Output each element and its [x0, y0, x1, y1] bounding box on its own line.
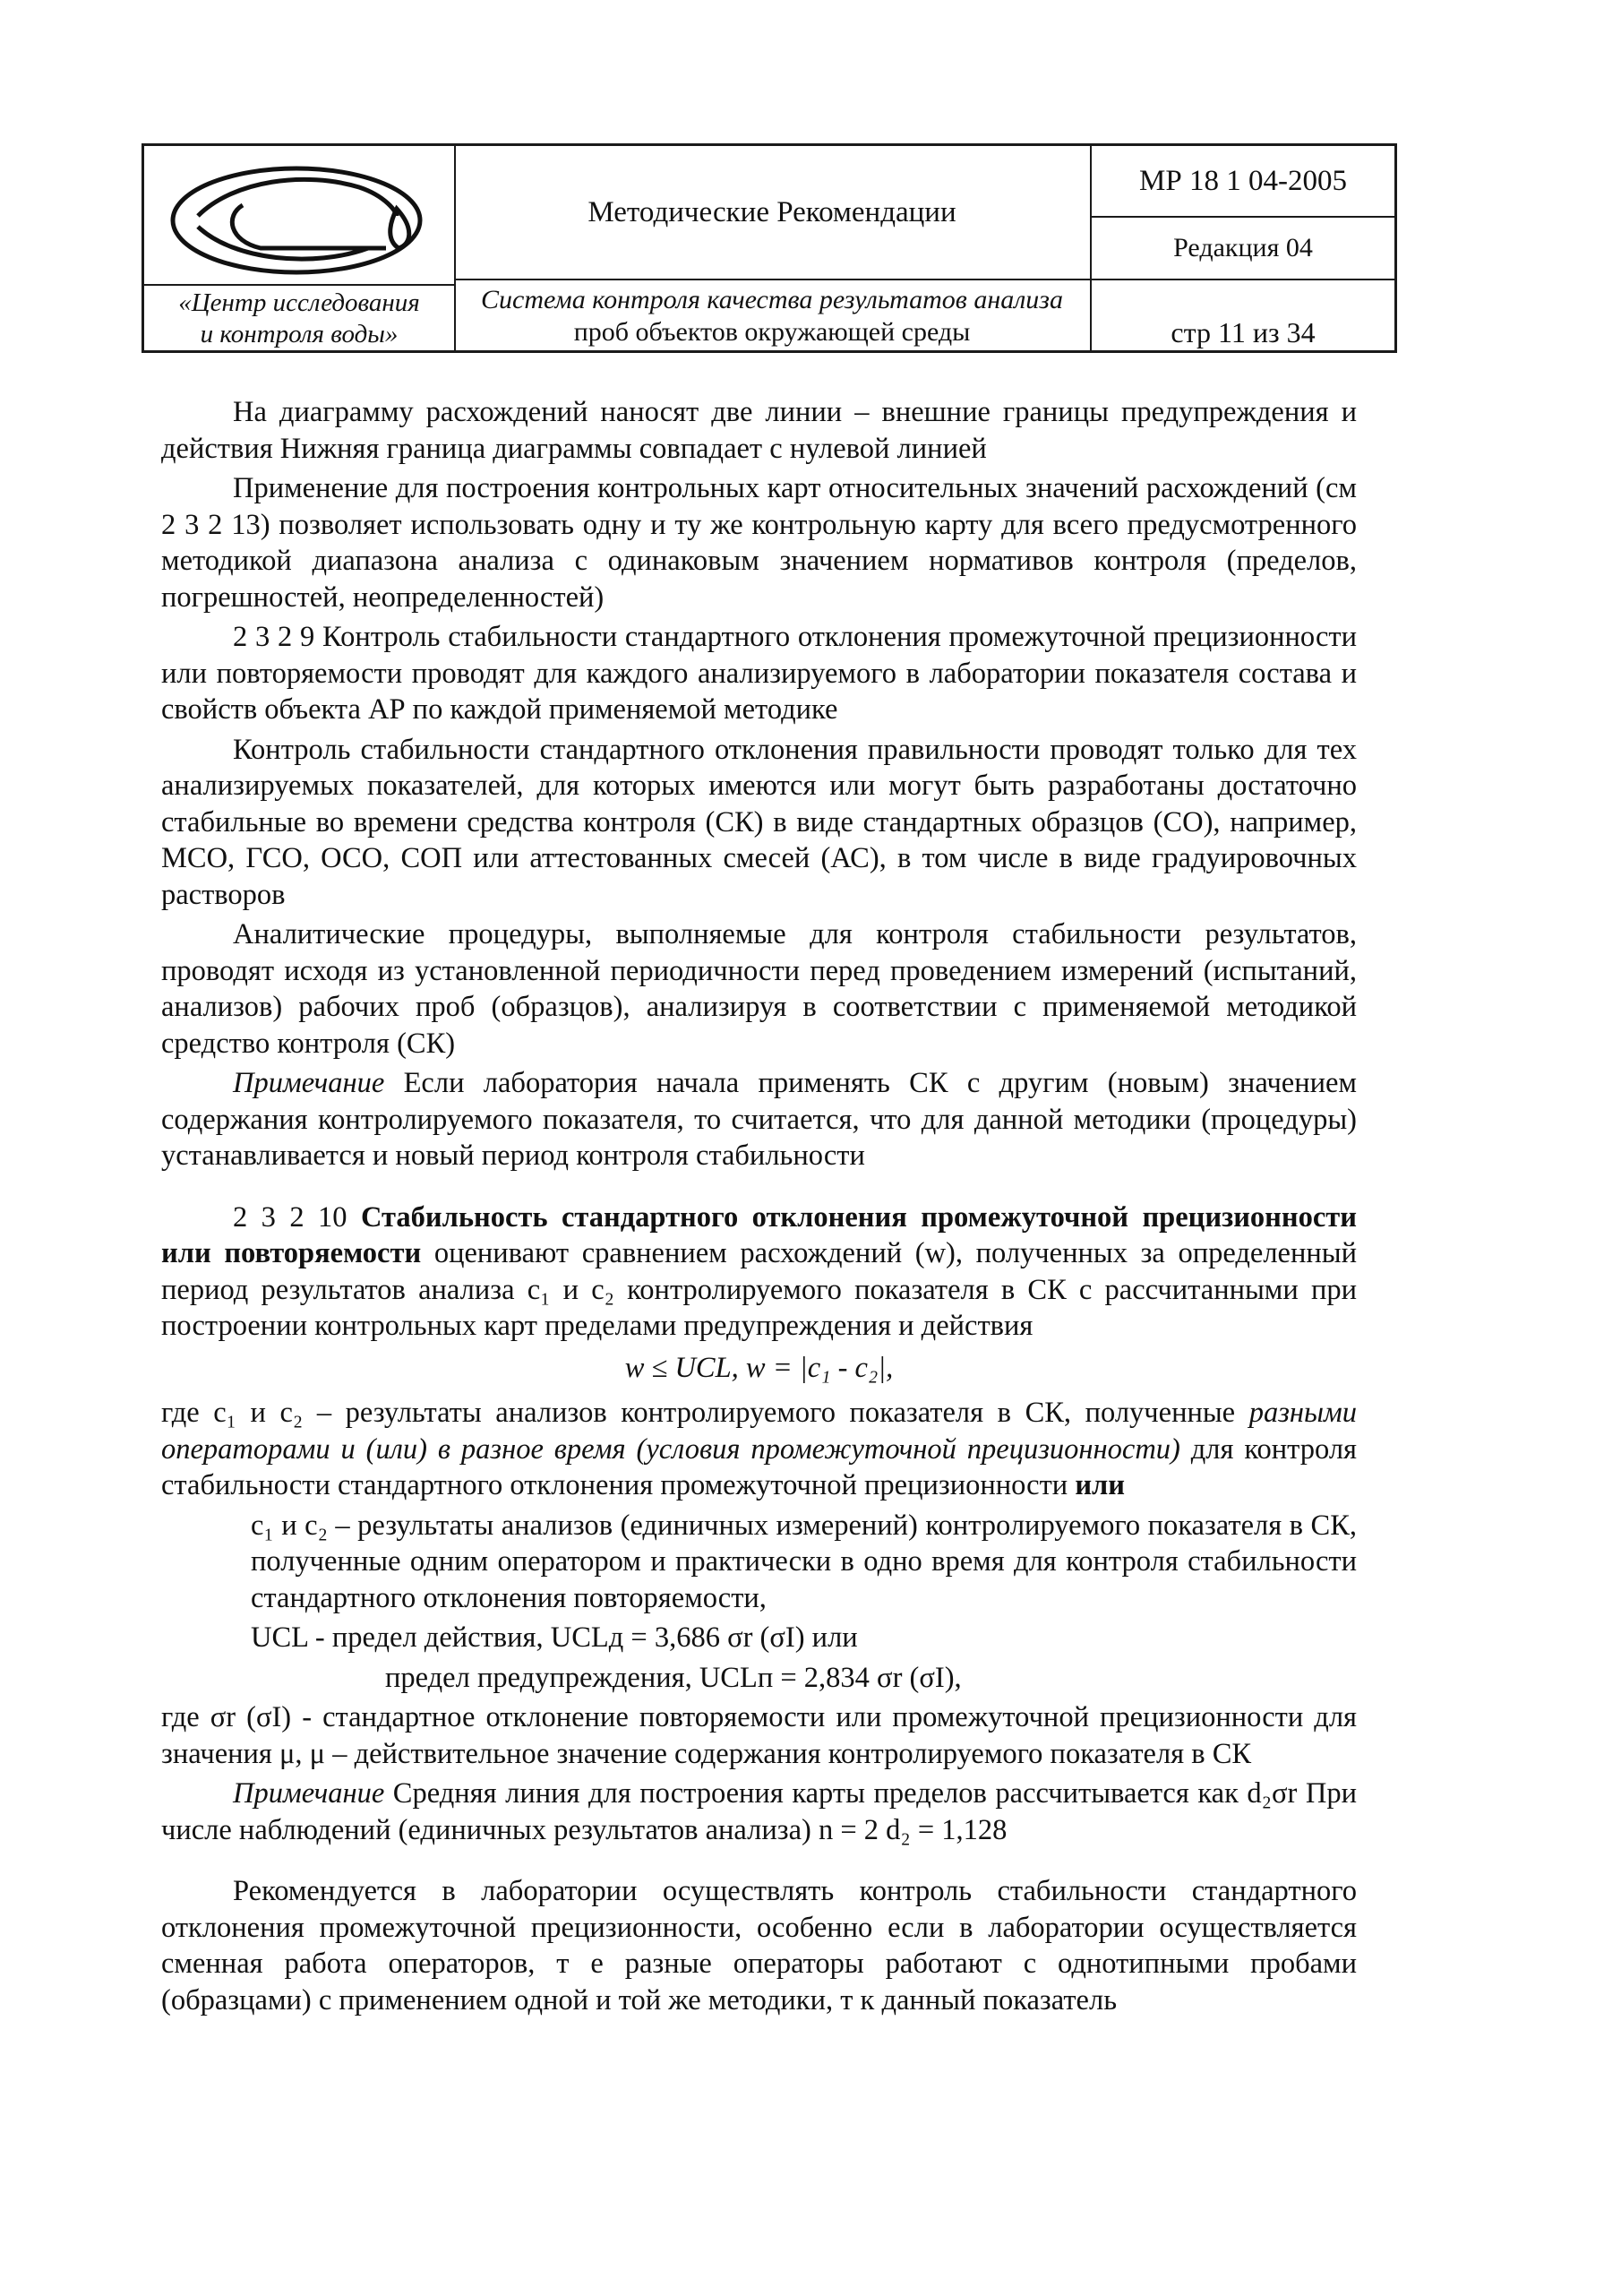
document-type-title: Методические Рекомендации: [588, 196, 956, 228]
definition-paragraph: где σr (σI) - стандартное отклонение повторяемости или промежуточной прецизионности для значения μ, μ – действительное значение содержания контролируемого показателя в СК: [161, 1701, 1357, 1770]
equation: w ≤ UCL, w = |c₁ - c₂|,: [624, 1351, 894, 1384]
note-text: Если лаборатория начала применять СК с другим (новым) значением содержания контролируемого показателя, то считается, что для данной методики (процедуры) устанавливается и новый период контроля стабильности: [161, 1067, 1357, 1172]
document-body: [161, 394, 1357, 2022]
note-label: Примечание: [233, 1777, 385, 1810]
paragraph: 2 3 2 9 Контроль стабильности стандартного отклонения промежуточной прецизионности или повторяемости проводят для каждого анализируемого в лаборатории показателя состава и свойств объекта АР по каждой применяемой методике: [161, 621, 1357, 726]
definition-paragraph: [161, 1395, 1357, 1504]
section-paragraph: [161, 1200, 1357, 1345]
page-number: стр 11 из 34: [1171, 316, 1316, 348]
section-heading: Стабильность стандартного отклонения промежуточной прецизионности или повторяемости: [161, 1200, 1357, 1269]
paragraph: Рекомендуется в лаборатории осуществлять контроль стабильности стандартного отклонения промежуточной прецизионности, особенно если в лаборатории осуществляется сменная работа операторов, т е разные операторы работают с однотипными пробами (образцами) с применением одной и той же методики, т к данный показатель: [161, 1875, 1357, 2017]
paragraph: Применение для построения контрольных карт относительных значений расхождений (см 2 3 2 13) позволяет использовать одну и ту же контрольную карту для всего предусмотренного методикой диапазона анализа с одинаковым значением нормативов контроля (пределов, погрешностей, неопределенностей): [161, 472, 1357, 614]
definition-text: для контроля стабильности стандартного отклонения промежуточной прецизионности: [161, 1432, 1357, 1501]
document-header-table: [142, 143, 1397, 353]
note-paragraph: [161, 1065, 1357, 1174]
section-number: 2 3 2 10: [233, 1200, 361, 1234]
formula-line: UCL - предел действия, UCLд = 3,686 σr (σI) или: [251, 1621, 858, 1654]
definition-text: где c₁ и c₂ – результаты анализов контролируемого показателя в СК, полученные: [161, 1397, 1249, 1429]
definition-paragraph: c₁ и c₂ – результаты анализов (единичных измерений) контролируемого показателя в СК, полученные одним оператором и практически в одно время для контроля стабильности стандартного отклонения повторяемости,: [251, 1509, 1357, 1614]
note-paragraph: [161, 1776, 1357, 1848]
document-subject: Система контроля качества результатов анализа проб объектов окружающей среды: [481, 285, 1063, 347]
definition-or: или: [1075, 1469, 1126, 1501]
note-label: Примечание: [233, 1067, 385, 1099]
paragraph: Контроль стабильности стандартного отклонения правильности проводят только для тех анализируемых показателей, для которых имеются или могут быть разработаны достаточно стабильные во времени средства контроля (СК) в виде стандартных образцов (СО), например, МСО, ГСО, ОСО, СОП или аттестованных смесей (АС), в том числе в виде градуировочных растворов: [161, 733, 1357, 911]
note-text: Средняя линия для построения карты пределов рассчитывается как d₂σr При числе наблюдений (единичных результатов анализа) n = 2 d₂ = 1,128: [161, 1777, 1357, 1846]
edition-label: Редакция 04: [1173, 233, 1313, 262]
formula-line: предел предупреждения, UCLп = 2,834 σr (σI),: [385, 1661, 962, 1694]
paragraph: Аналитические процедуры, выполняемые для контроля стабильности результатов, проводят исходя из установленной периодичности перед проведением измерений (испытаний, анализов) рабочих проб (образцов), анализируя в соответствии с применяемой методикой средство контроля (СК): [161, 918, 1357, 1060]
organization-logo: [162, 162, 449, 279]
document-number: МР 18 1 04-2005: [1139, 165, 1347, 197]
paragraph: На диаграмму расхождений наносят две линии – внешние границы предупреждения и действия Нижняя граница диаграммы совпадает с нулевой линией: [161, 396, 1357, 465]
definition-italic: разными операторами и (или) в разное время (условия промежуточной прецизионности): [161, 1397, 1357, 1466]
organization-name: «Центр исследования и контроля воды»: [178, 288, 420, 348]
section-text: оценивают сравнением расхождений (w), полученных за определенный период результатов анализа c₁ и c₂ контролируемого показателя в СК с рассчитанными при построении контрольных карт пределами предупреждения и действия: [161, 1237, 1357, 1342]
